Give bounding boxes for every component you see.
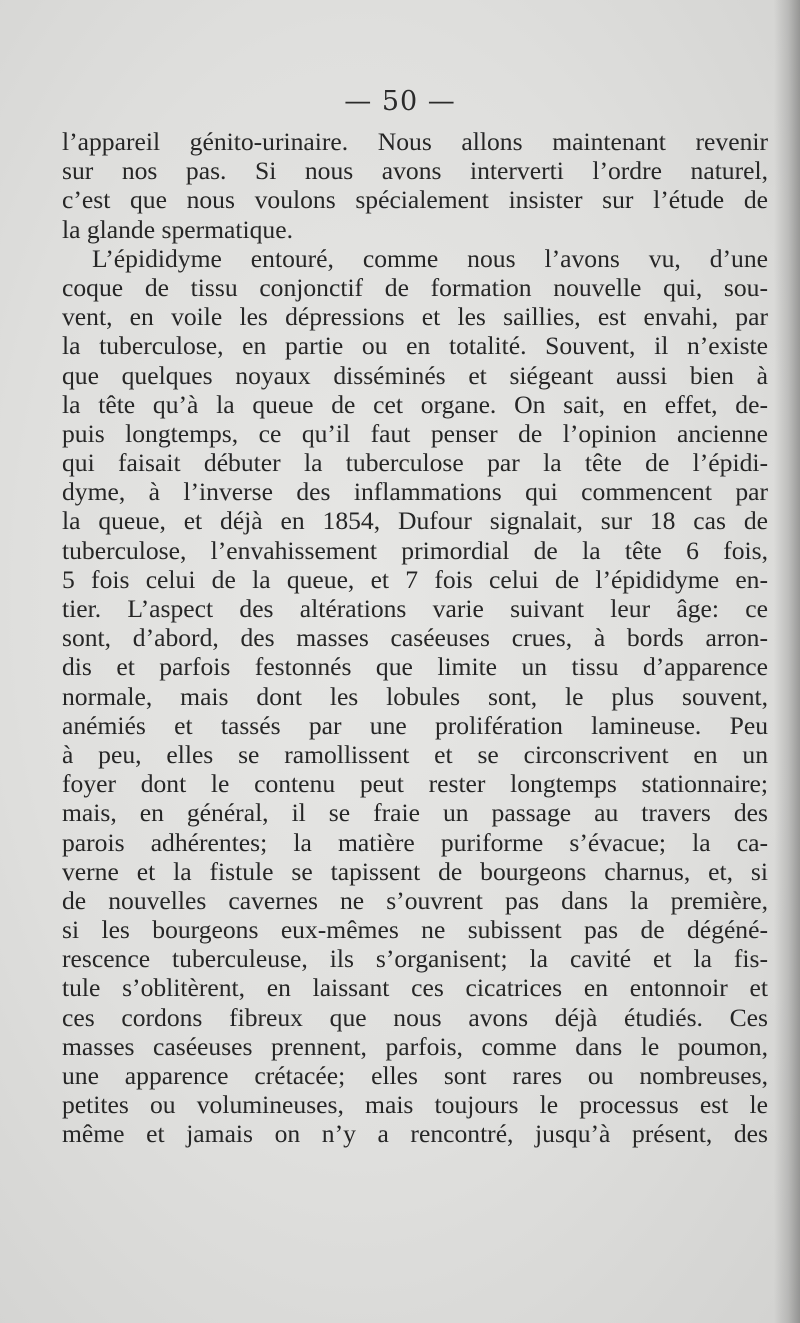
text-line: petites ou volumineuses, mais toujours le processus est le <box>62 1090 768 1120</box>
text-line: normale, mais dont les lobules sont, le plus souvent, <box>62 681 768 711</box>
text-line: mais, en général, il se fraie un passage au travers des <box>62 798 768 828</box>
text-line: coque de tissu conjonctif de formation nouvelle qui, sou- <box>62 272 768 302</box>
text-line: qui faisait débuter la tuberculose par la tête de l’épidi- <box>62 448 768 478</box>
text-line: dis et parfois festonnés que limite un tissu d’apparence <box>62 652 768 682</box>
text-line: L’épididyme entouré, comme nous l’avons vu, d’une <box>92 243 768 273</box>
text-line: dyme, à l’inverse des inflammations qui commencent par <box>62 477 768 507</box>
text-line: tier. L’aspect des altérations varie suivant leur âge: ce <box>62 594 768 623</box>
text-line: ces cordons fibreux que nous avons déjà étudiés. Ces <box>62 1002 768 1032</box>
text-line: c’est que nous voulons spécialement insister sur l’étude de <box>62 185 768 215</box>
page-edge-shadow <box>774 0 800 1323</box>
text-line: anémiés et tassés par une prolifération lamineuse. Peu <box>62 710 768 740</box>
text-line: la tête qu’à la queue de cet organe. On sait, en effet, de- <box>62 389 768 419</box>
text-line: vent, en voile les dépressions et les saillies, est envahi, par <box>62 302 768 332</box>
text-line: rescence tuberculeuse, ils s’organisent; la cavité et la fis- <box>62 944 768 974</box>
text-line: foyer dont le contenu peut rester longtemps stationnaire; <box>62 769 768 799</box>
text-line: sur nos pas. Si nous avons interverti l’ordre naturel, <box>62 156 768 186</box>
text-line: à peu, elles se ramollissent et se circonscrivent en un <box>62 739 768 769</box>
text-line: parois adhérentes; la matière puriforme s’évacue; la ca- <box>62 827 768 857</box>
text-line: même et jamais on n’y a rencontré, jusqu’à présent, des <box>62 1119 768 1149</box>
text-line: la queue, et déjà en 1854, Dufour signalait, sur 18 cas de <box>62 506 768 536</box>
text-line: puis longtemps, ce qu’il faut penser de l’opinion ancienne <box>62 418 768 448</box>
text-line: la tuberculose, en partie ou en totalité. Souvent, il n’existe <box>62 331 768 361</box>
text-line: tule s’oblitèrent, en laissant ces cicatrices en entonnoir et <box>62 973 768 1003</box>
text-line: la glande spermatique. <box>62 214 293 244</box>
text-line: l’appareil génito-urinaire. Nous allons maintenant revenir <box>62 127 768 156</box>
text-line: si les bourgeons eux-mêmes ne subissent pas de dégéné- <box>62 915 768 945</box>
text-line: sont, d’abord, des masses caséeuses crues, à bords arron- <box>62 623 768 653</box>
text-line: tuberculose, l’envahissement primordial de la tête 6 fois, <box>62 535 768 565</box>
text-line: masses caséeuses prennent, parfois, comme dans le poumon, <box>62 1031 768 1061</box>
text-line: 5 fois celui de la queue, et 7 fois celui de l’épididyme en- <box>62 564 768 594</box>
page-number: — 50 — <box>344 86 456 117</box>
text-line: une apparence crétacée; elles sont rares ou nombreuses, <box>62 1061 768 1090</box>
text-line: verne et la fistule se tapissent de bourgeons charnus, et, si <box>62 856 768 886</box>
text-line: de nouvelles cavernes ne s’ouvrent pas dans la première, <box>62 885 768 915</box>
text-line: que quelques noyaux disséminés et siégeant aussi bien à <box>62 360 768 390</box>
body-text <box>62 127 768 1149</box>
